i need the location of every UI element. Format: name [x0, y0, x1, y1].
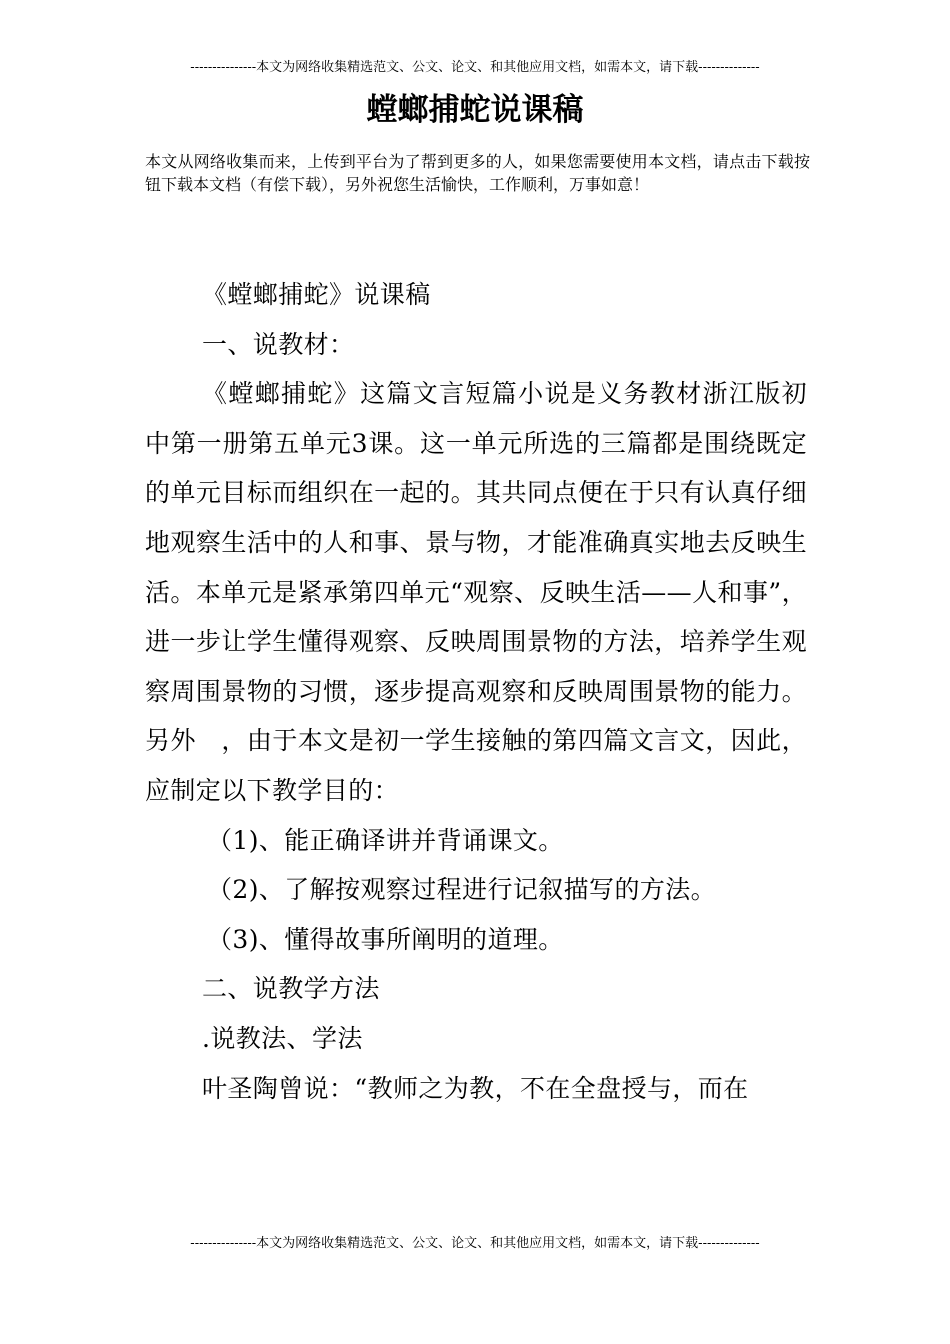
- section-heading-textbook: 一、说教材：: [202, 329, 355, 359]
- teaching-goal-2: （2)、了解按观察过程进行记叙描写的方法。: [207, 875, 717, 905]
- header-banner: ---------------本文为网络收集精选范文、公文、论文、和其他应用文档，如需本文，请下载--------------: [190, 60, 760, 75]
- teaching-goal-1: （1)、能正确译讲并背诵课文。: [207, 825, 564, 855]
- document-title: 螳螂捕蛇说课稿: [366, 92, 584, 128]
- document-body: [145, 270, 807, 1113]
- lesson-heading: 《螳螂捕蛇》说课稿: [202, 280, 431, 309]
- subheading-methods: .说教法、学法: [202, 1023, 363, 1053]
- textbook-paragraph: 《螳螂捕蛇》这篇文言短篇小说是义务教材浙江版初中第一册第五单元3课。这一单元所选的三篇都是围绕既定的单元目标而组织在一起的。其共同点便在于只有认真仔细地观察生活中的人和事、景与物，才能准确真实地去反映生活。本单元是紧承第四单元“观察、反映生活——人和事”，进一步让学生懂得观察、反映周围景物的方法，培养学生观察周围景物的习惯，逐步提高观察和反映周围景物的能力。另外 ，由于本文是初一学生接触的第四篇文言文，因此，应制定以下教学目的：: [145, 379, 807, 805]
- intro-paragraph: 本文从网络收集而来，上传到平台为了帮到更多的人，如果您需要使用本文档，请点击下载按钮下载本文档（有偿下载），另外祝您生活愉快，工作顺利，万事如意！: [145, 152, 810, 194]
- section-heading-methods: 二、说教学方法: [202, 974, 380, 1004]
- methods-paragraph: 叶圣陶曾说：“教师之为教，不在全盘授与，而在: [202, 1073, 749, 1103]
- footer-banner: ---------------本文为网络收集精选范文、公文、论文、和其他应用文档，如需本文，请下载--------------: [190, 1236, 760, 1251]
- teaching-goal-3: （3)、懂得故事所阐明的道理。: [207, 924, 564, 954]
